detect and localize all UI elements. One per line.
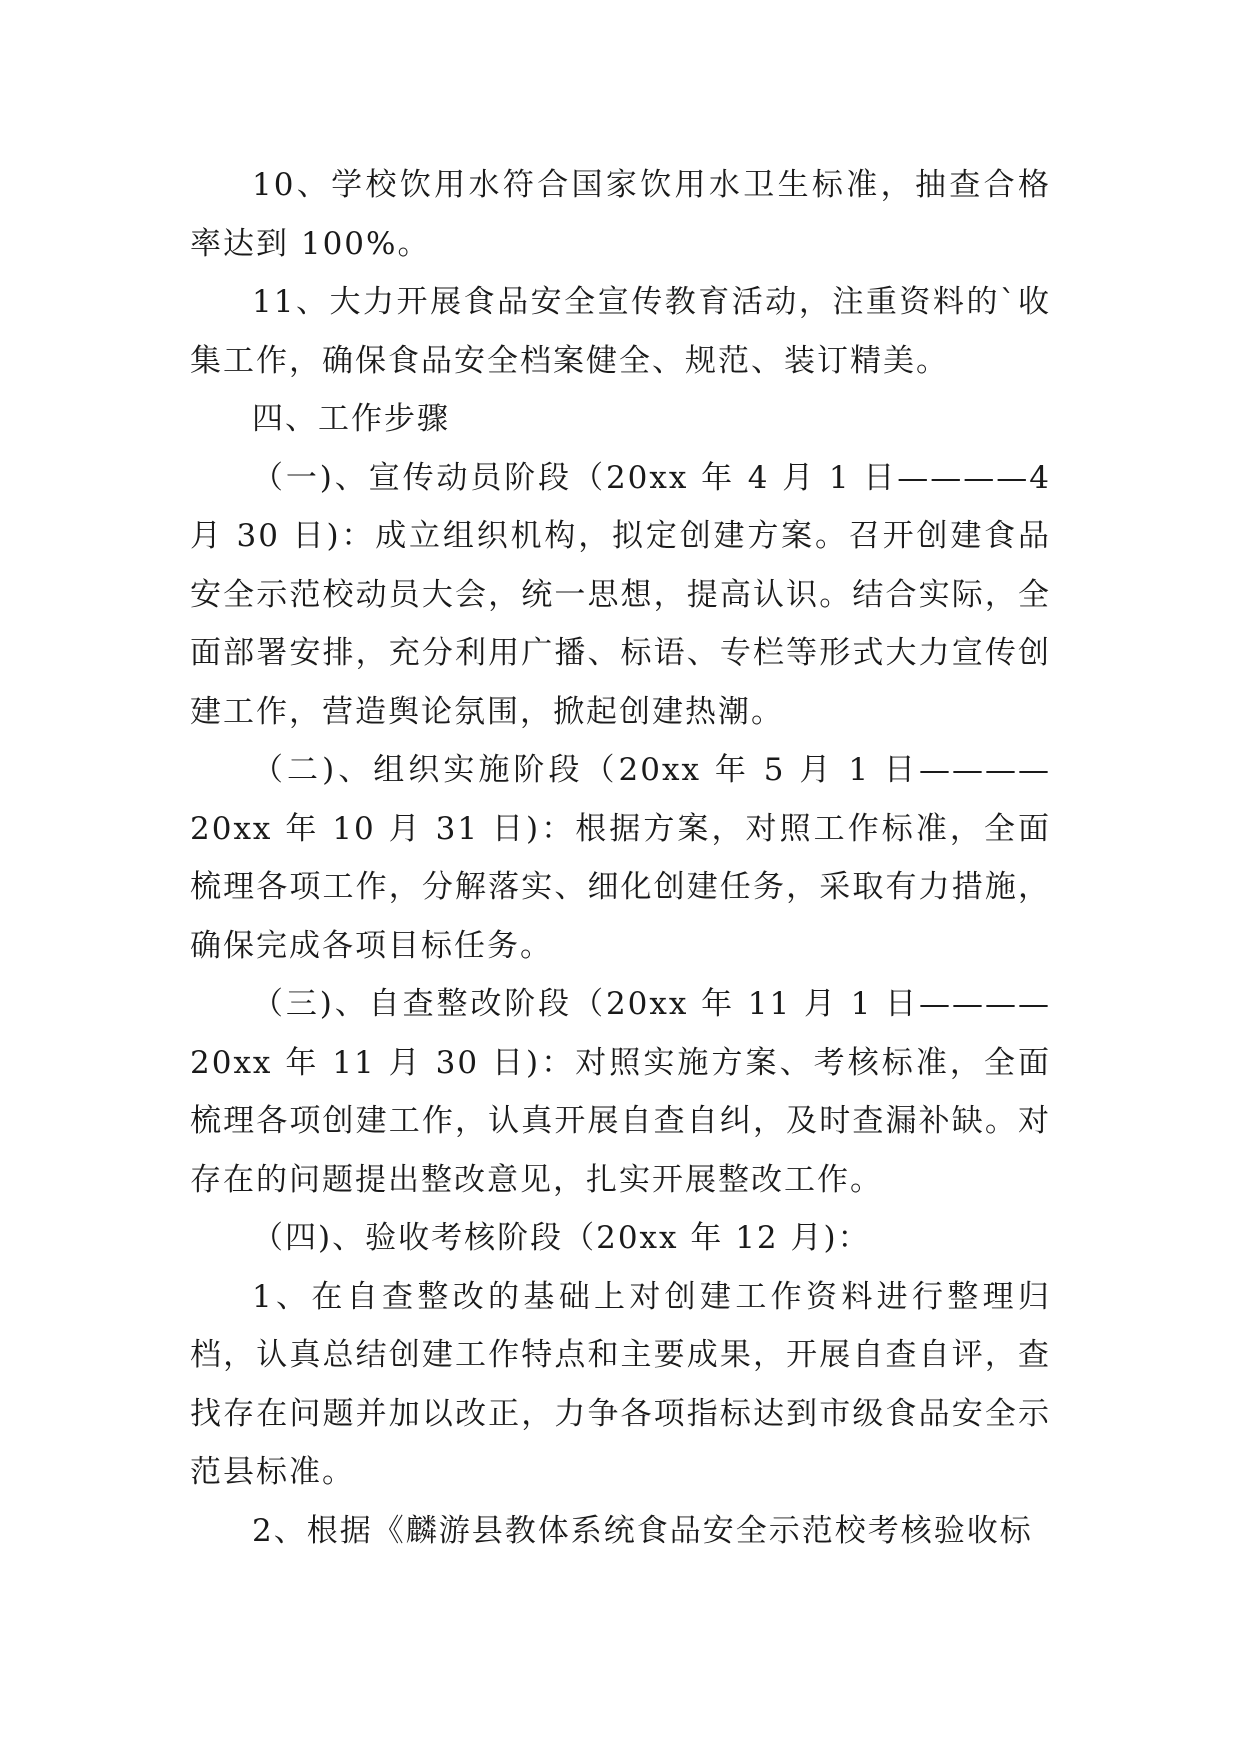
document-body [190,156,1051,1560]
paragraph-publicity: 11、大力开展食品安全宣传教育活动，注重资料的`收集工作，确保食品安全档案健全、规范、装订精美。 [190,284,1051,379]
paragraph-step-1: （一)、宣传动员阶段（20xx 年 4 月 1 日————4 月 30 日)：成立组织机构，拟定创建方案。召开创建食品安全示范校动员大会，统一思想，提高认识。结合实际，全面部署安排，充分利用广播、标语、专栏等形式大力宣传创建工作，营造舆论氛围，掀起创建热潮。 [190,459,1051,730]
section-heading-work-steps: 四、工作步骤 [252,401,450,437]
paragraph-step-2: （二)、组织实施阶段（20xx 年 5 月 1 日————20xx 年 10 月 31 日)：根据方案，对照工作标准，全面梳理各项工作，分解落实、细化创建任务，采取有力措施，确保完成各项目标任务。 [190,752,1051,964]
paragraph-step-4: （四)、验收考核阶段（20xx 年 12 月)： [252,1220,871,1256]
paragraph-step-4-item-2: 2、根据《麟游县教体系统食品安全示范校考核验收标 [252,1512,1033,1549]
paragraph-water-standard: 10、学校饮用水符合国家饮用水卫生标准，抽查合格率达到 100%。 [190,167,1051,262]
paragraph-step-4-item-1: 1、在自查整改的基础上对创建工作资料进行整理归档，认真总结创建工作特点和主要成果，开展自查自评，查找存在问题并加以改正，力争各项指标达到市级食品安全示范县标准。 [190,1278,1051,1490]
paragraph-step-3: （三)、自查整改阶段（20xx 年 11 月 1 日————20xx 年 11 月 30 日)：对照实施方案、考核标准，全面梳理各项创建工作，认真开展自查自纠，及时查漏补缺。对存在的问题提出整改意见，扎实开展整改工作。 [190,986,1051,1198]
